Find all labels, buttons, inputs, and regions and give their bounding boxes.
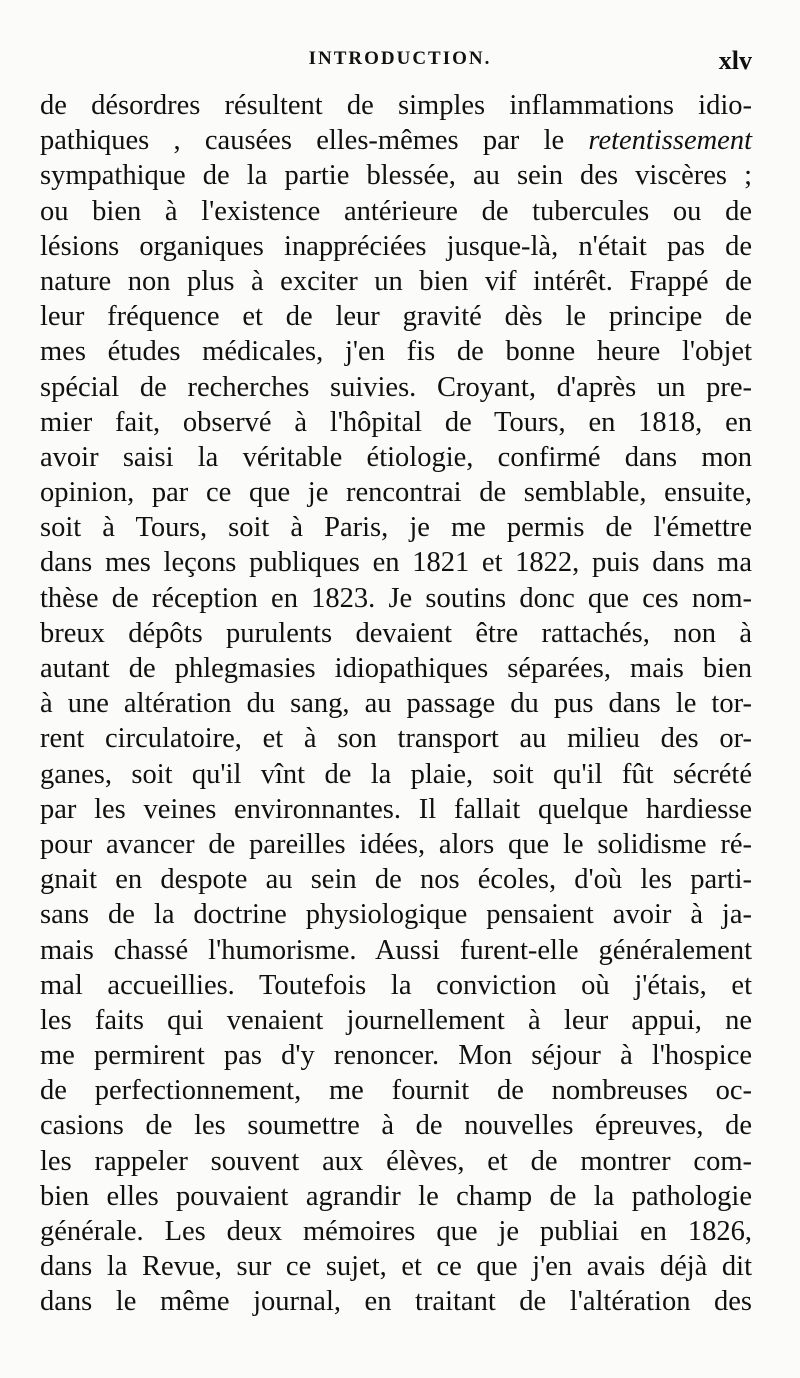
text-line: soit à Tours, soit à Paris, je me permis de l'émettre: [40, 512, 752, 544]
text-line: mes études médicales, j'en fis de bonne heure l'objet: [40, 336, 752, 368]
text-line: rent circulatoire, et à son transport au milieu des or-: [40, 723, 752, 755]
text-line: pour avancer de pareilles idées, alors que le solidisme ré-: [40, 828, 752, 860]
text-line: de désordres résultent de simples inflammations idio-: [40, 90, 752, 121]
text-line: me permirent pas d'y renoncer. Mon séjour à l'hospice: [40, 1040, 752, 1072]
text-line: mais chassé l'humorisme. Aussi furent-elle généralement: [40, 934, 752, 966]
text-line: sympathique de la partie blessée, au sein des viscères ;: [40, 160, 752, 192]
text-line: casions de les soumettre à de nouvelles épreuves, de: [40, 1110, 752, 1142]
text-line: opinion, par ce que je rencontrai de semblable, ensuite,: [40, 477, 752, 509]
text-line: bien elles pouvaient agrandir le champ de la pathologie: [40, 1180, 752, 1212]
text-line: spécial de recherches suivies. Croyant, d'après un pre-: [40, 371, 752, 403]
text-line: thèse de réception en 1823. Je soutins donc que ces nom-: [40, 582, 752, 614]
text-line: sans de la doctrine physiologique pensaient avoir à ja-: [40, 899, 752, 931]
running-head-title: INTRODUCTION.: [308, 48, 492, 69]
text-line: dans mes leçons publiques en 1821 et 1822, puis dans ma: [40, 547, 752, 579]
text-line: ganes, soit qu'il vînt de la plaie, soit qu'il fût sécrété: [40, 758, 752, 790]
text-line: nature non plus à exciter un bien vif intérêt. Frappé de: [40, 265, 752, 297]
text-line: mal accueillies. Toutefois la conviction où j'étais, et: [40, 969, 752, 1001]
running-head: [40, 48, 760, 78]
text-line: gnait en despote au sein de nos écoles, d'où les parti-: [40, 864, 752, 896]
text-line: mier fait, observé à l'hôpital de Tours, en 1818, en: [40, 406, 752, 438]
page-number: xlv: [718, 46, 752, 75]
text-line: les faits qui venaient journellement à leur appui, ne: [40, 1004, 752, 1036]
text-line: dans le même journal, en traitant de l'altération des: [40, 1286, 752, 1318]
text-line: par les veines environnantes. Il fallait quelque hardiesse: [40, 793, 752, 825]
text-line: les rappeler souvent aux élèves, et de montrer com-: [40, 1145, 752, 1177]
text-line: à une altération du sang, au passage du pus dans le tor-: [40, 688, 752, 720]
text-line: ou bien à l'existence antérieure de tubercules ou de: [40, 195, 752, 227]
body-text: [40, 88, 752, 1320]
text-line: lésions organiques inappréciées jusque-là, n'était pas de: [40, 230, 752, 262]
text-line: dans la Revue, sur ce sujet, et ce que j'en avais déjà dit: [40, 1251, 752, 1283]
text-line: de perfectionnement, me fournit de nombreuses oc-: [40, 1075, 752, 1107]
text-line: générale. Les deux mémoires que je publiai en 1826,: [40, 1216, 752, 1247]
text-line: [40, 123, 752, 158]
text-line: breux dépôts purulents devaient être rattachés, non à: [40, 617, 752, 649]
text-line: avoir saisi la véritable étiologie, confirmé dans mon: [40, 441, 752, 473]
text-line: autant de phlegmasies idiopathiques séparées, mais bien: [40, 653, 752, 684]
text-line: leur fréquence et de leur gravité dès le principe de: [40, 301, 752, 333]
text-line-part: pathiques , causées elles-mêmes par le: [40, 125, 589, 157]
italic-term: retentissement: [588, 125, 752, 157]
